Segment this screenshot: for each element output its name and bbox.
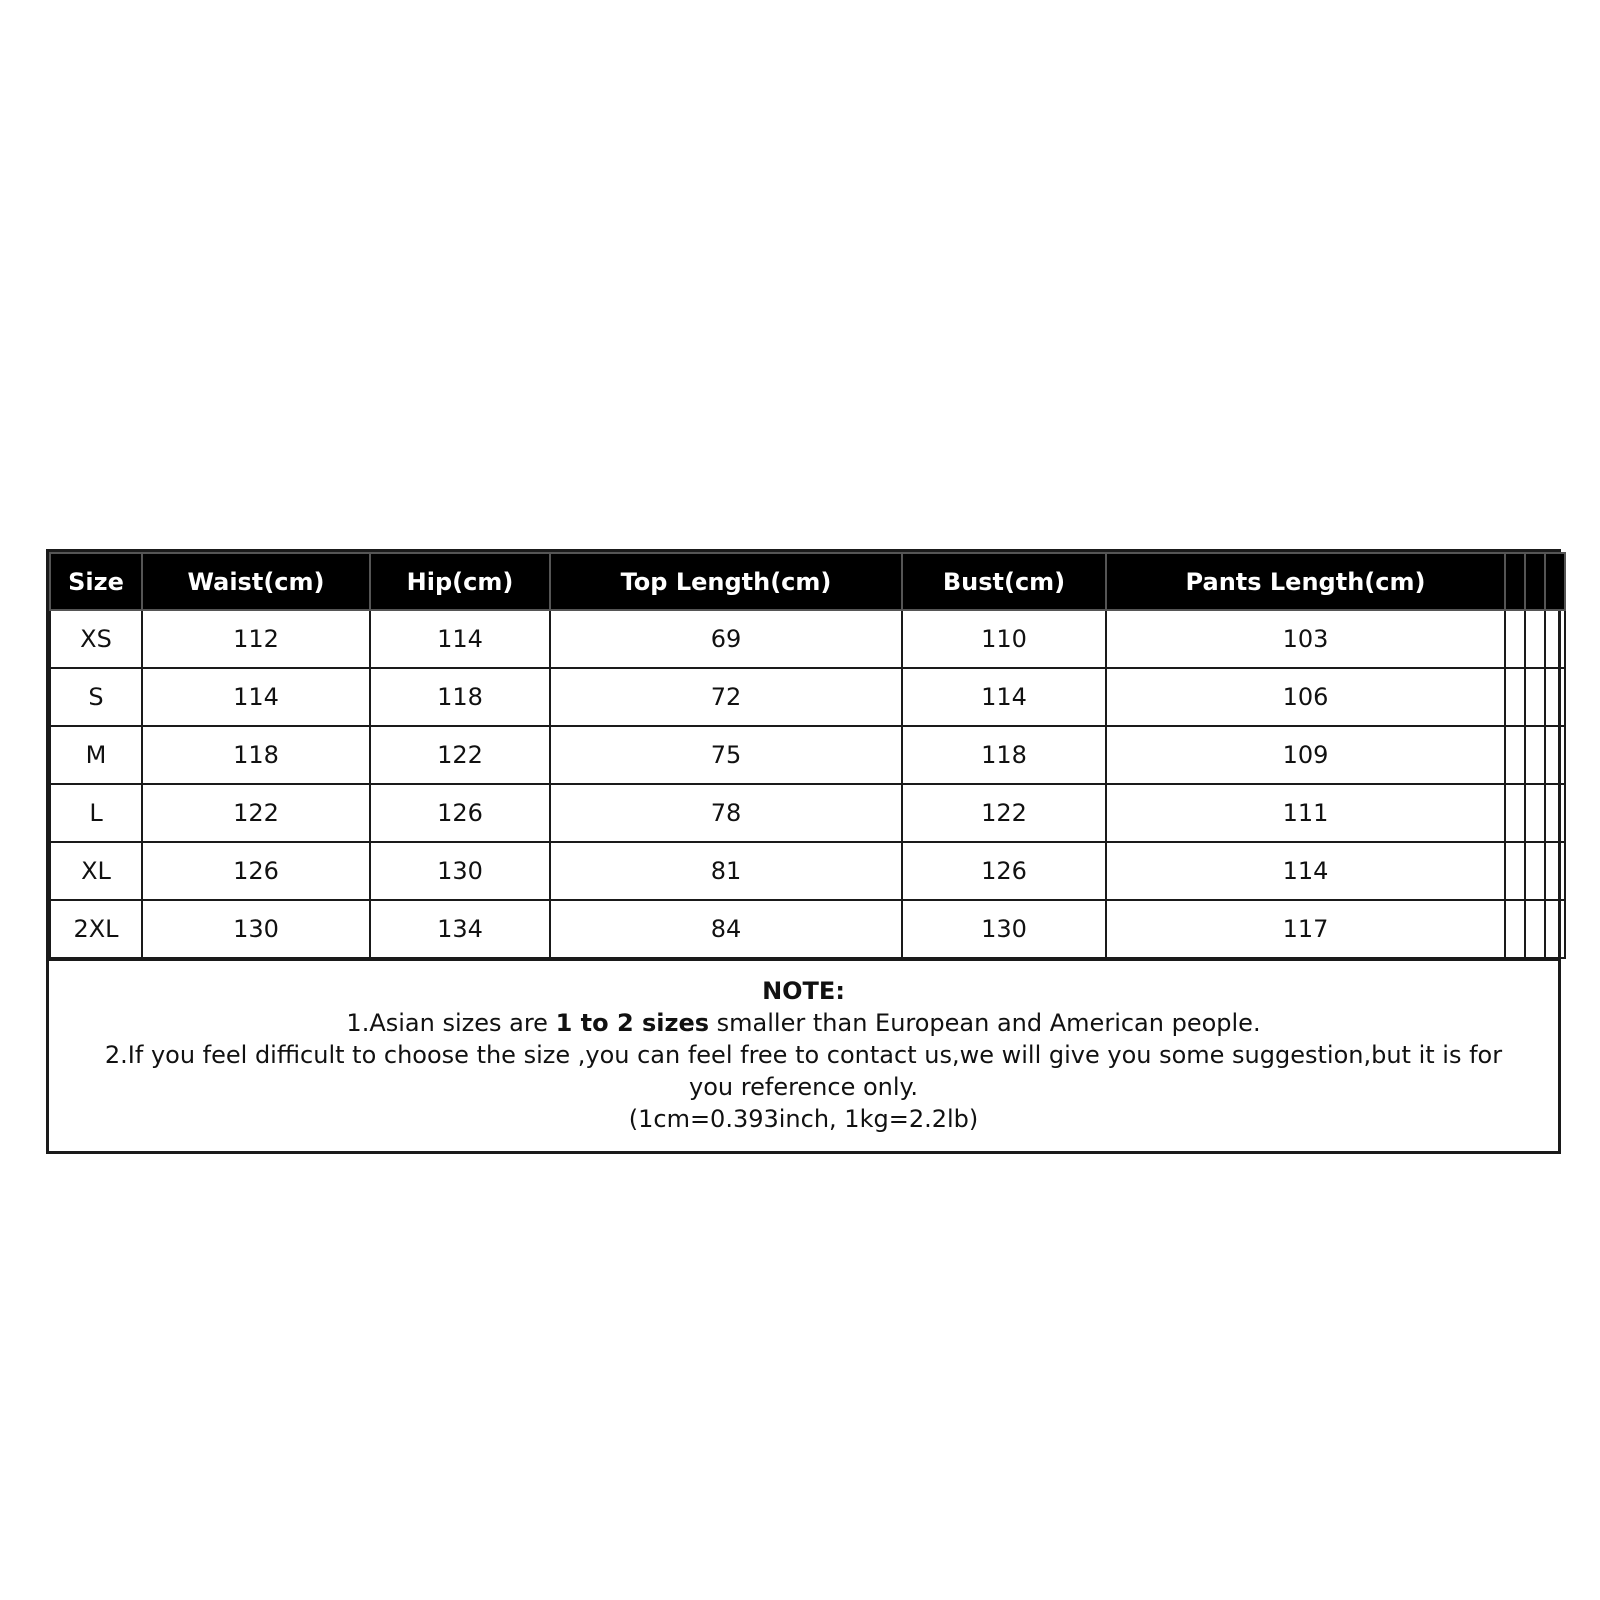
cell-pants-length: 106 (1106, 668, 1505, 726)
cell-bust: 110 (902, 610, 1106, 668)
cell-top-length: 84 (550, 900, 902, 958)
header-top-length: Top Length(cm) (550, 553, 902, 610)
table-body (50, 610, 1565, 958)
cell-bust: 118 (902, 726, 1106, 784)
cell-bust: 114 (902, 668, 1106, 726)
cell-hip: 134 (370, 900, 550, 958)
cell-waist: 118 (142, 726, 370, 784)
table-row (50, 900, 1565, 958)
cell-top-length: 75 (550, 726, 902, 784)
cell-hip: 122 (370, 726, 550, 784)
note-section (49, 959, 1558, 1151)
cell-hip: 114 (370, 610, 550, 668)
empty-cell (1525, 726, 1545, 784)
empty-cell (1505, 784, 1525, 842)
cell-size: XS (50, 610, 142, 668)
empty-cell (1505, 610, 1525, 668)
cell-top-length: 81 (550, 842, 902, 900)
empty-cell (1505, 900, 1525, 958)
empty-cell (1545, 668, 1565, 726)
empty-cell (1505, 668, 1525, 726)
empty-cell (1505, 726, 1525, 784)
table-header-row (50, 553, 1565, 610)
cell-top-length: 78 (550, 784, 902, 842)
cell-hip: 118 (370, 668, 550, 726)
empty-header-cell (1525, 553, 1545, 610)
cell-pants-length: 117 (1106, 900, 1505, 958)
header-hip: Hip(cm) (370, 553, 550, 610)
cell-top-length: 69 (550, 610, 902, 668)
cell-waist: 126 (142, 842, 370, 900)
note-line-1 (89, 1007, 1518, 1039)
empty-header-cell (1545, 553, 1565, 610)
header-waist: Waist(cm) (142, 553, 370, 610)
cell-waist: 114 (142, 668, 370, 726)
cell-size: L (50, 784, 142, 842)
empty-cell (1525, 900, 1545, 958)
table-row (50, 784, 1565, 842)
cell-bust: 130 (902, 900, 1106, 958)
empty-cell (1545, 842, 1565, 900)
empty-cell (1545, 726, 1565, 784)
cell-bust: 126 (902, 842, 1106, 900)
empty-cell (1505, 842, 1525, 900)
size-table (49, 552, 1566, 959)
header-bust: Bust(cm) (902, 553, 1106, 610)
empty-cell (1525, 842, 1545, 900)
empty-cell (1525, 668, 1545, 726)
cell-pants-length: 114 (1106, 842, 1505, 900)
table-row (50, 610, 1565, 668)
cell-waist: 130 (142, 900, 370, 958)
cell-top-length: 72 (550, 668, 902, 726)
table-row (50, 842, 1565, 900)
empty-cell (1545, 900, 1565, 958)
cell-waist: 122 (142, 784, 370, 842)
note-line-1-suffix: smaller than European and American people. (709, 1009, 1261, 1037)
size-chart (46, 549, 1561, 1154)
cell-waist: 112 (142, 610, 370, 668)
cell-size: XL (50, 842, 142, 900)
note-line-1-prefix: 1.Asian sizes are (346, 1009, 556, 1037)
note-line-2: 2.If you feel difficult to choose the size ,you can feel free to contact us,we will give you some suggestion,but it is for you reference only. (104, 1041, 1503, 1101)
table-row (50, 726, 1565, 784)
cell-bust: 122 (902, 784, 1106, 842)
cell-hip: 126 (370, 784, 550, 842)
empty-header-cell (1505, 553, 1525, 610)
empty-cell (1525, 610, 1545, 668)
empty-cell (1545, 610, 1565, 668)
cell-size: 2XL (50, 900, 142, 958)
header-size: Size (50, 553, 142, 610)
note-line-3: (1cm=0.393inch, 1kg=2.2lb) (628, 1105, 979, 1133)
cell-pants-length: 111 (1106, 784, 1505, 842)
cell-pants-length: 103 (1106, 610, 1505, 668)
cell-size: M (50, 726, 142, 784)
note-line-1-bold: 1 to 2 sizes (555, 1009, 710, 1037)
cell-pants-length: 109 (1106, 726, 1505, 784)
note-title: NOTE: (762, 977, 845, 1005)
header-pants-length: Pants Length(cm) (1106, 553, 1505, 610)
table-row (50, 668, 1565, 726)
cell-hip: 130 (370, 842, 550, 900)
cell-size: S (50, 668, 142, 726)
empty-cell (1545, 784, 1565, 842)
empty-cell (1525, 784, 1545, 842)
